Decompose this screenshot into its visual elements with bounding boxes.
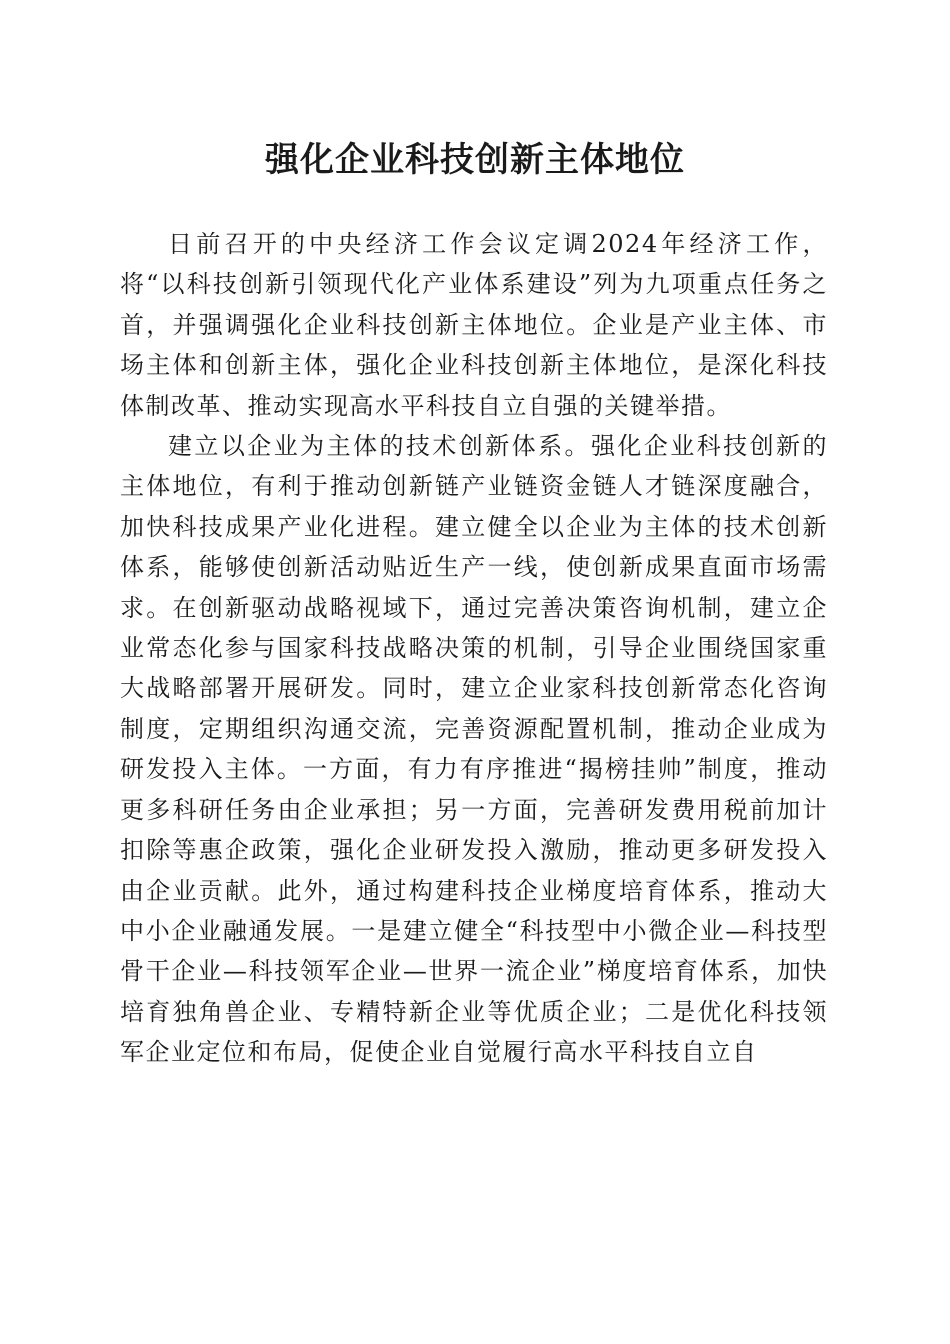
document-title: 强化企业科技创新主体地位 [265, 140, 685, 180]
paragraph: 日前召开的中央经济工作会议定调2024年经济工作，将“以科技创新引领现代化产业体系建设”列为九项重点任务之首，并强调强化企业科技创新主体地位。企业是产业主体、市场主体和创新主体，强化企业科技创新主体地位，是深化科技体制改革、推动实现高水平科技自立自强的关键举措。 [120, 230, 828, 420]
paragraph: 建立以企业为主体的技术创新体系。强化企业科技创新的主体地位，有利于推动创新链产业链资金链人才链深度融合，加快科技成果产业化进程。建立健全以企业为主体的技术创新体系，能够使创新活动贴近生产一线，使创新成果直面市场需求。在创新驱动战略视域下，通过完善决策咨询机制，建立企业常态化参与国家科技战略决策的机制，引导企业围绕国家重大战略部署开展研发。同时，建立企业家科技创新常态化咨询制度，定期组织沟通交流，完善资源配置机制，推动企业成为研发投入主体。一方面，有力有序推进“揭榜挂帅”制度，推动更多科研任务由企业承担；另一方面，完善研发费用税前加计扣除等惠企政策，强化企业研发投入激励，推动更多研发投入由企业贡献。此外，通过构建科技企业梯度培育体系，推动大中小企业融通发展。一是建立健全“科技型中小微企业—科技型骨干企业—科技领军企业—世界一流企业”梯度培育体系，加快培育独角兽企业、专精特新企业等优质企业；二是优化科技领军企业定位和布局，促使企业自觉履行高水平科技自立自 [120, 432, 828, 1067]
document-body [120, 224, 828, 1073]
